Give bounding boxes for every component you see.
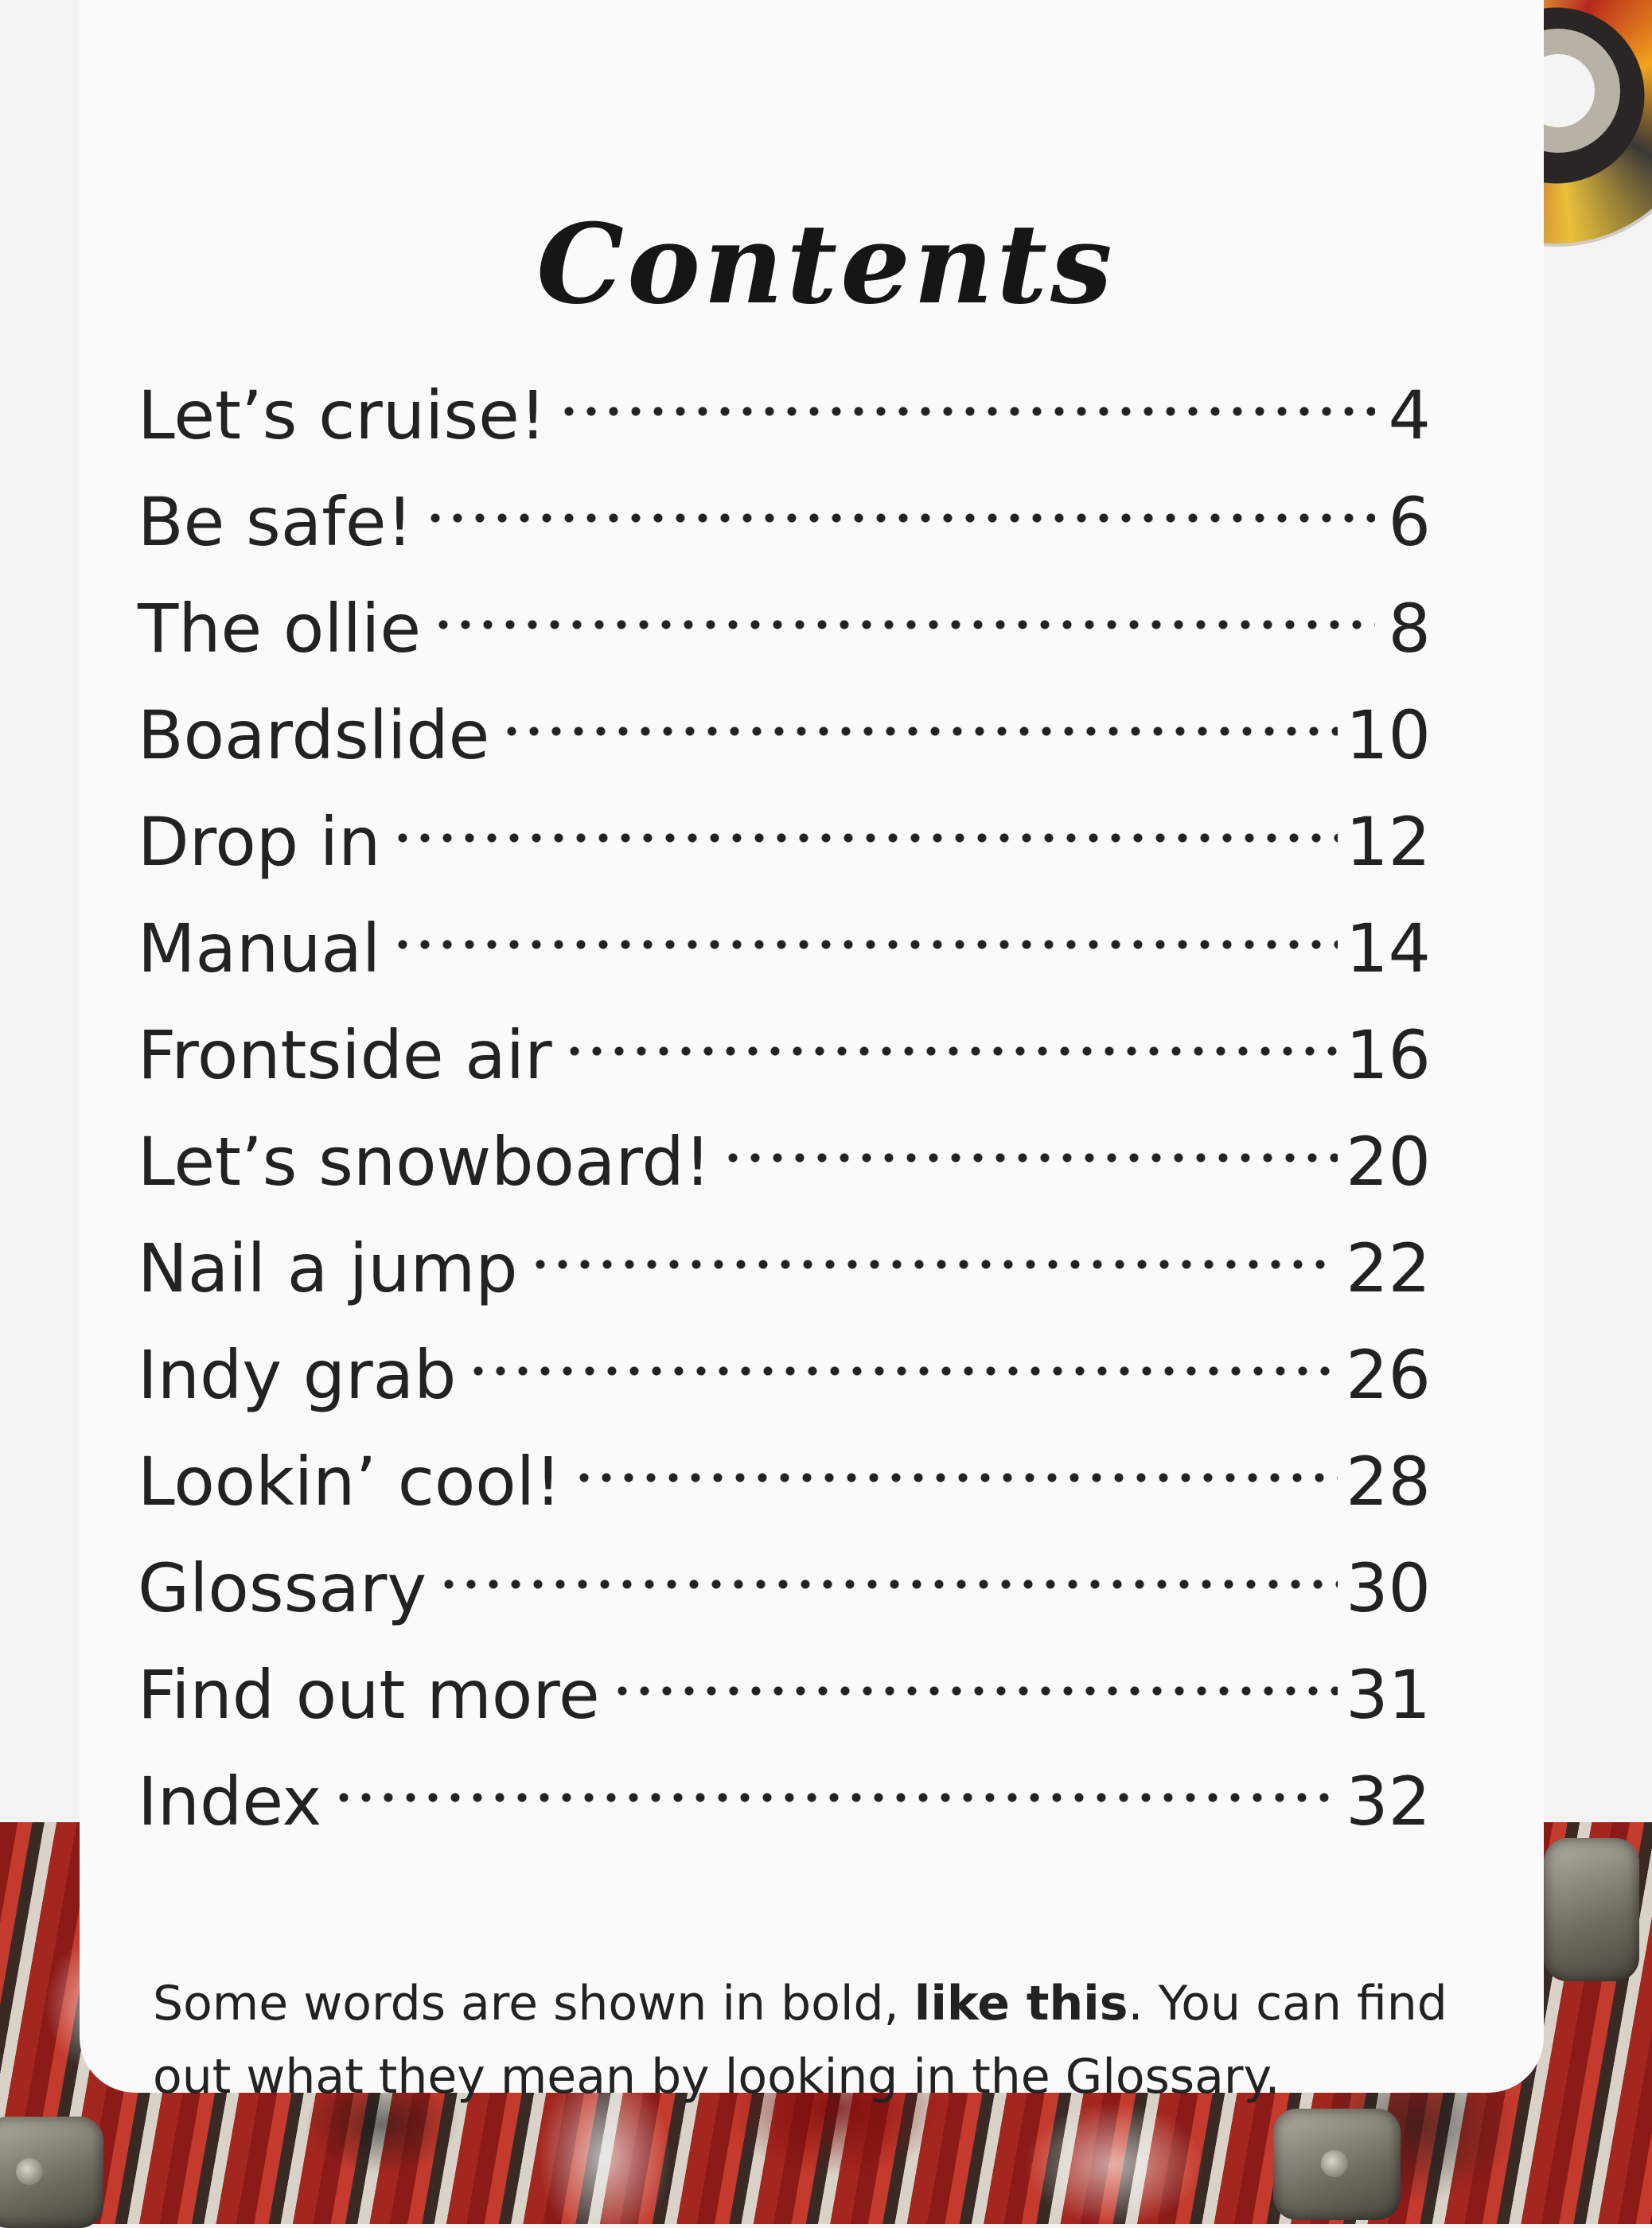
toc-entry-label: Index: [138, 1763, 322, 1840]
skateboard-truck-left: [0, 2117, 103, 2228]
toc-entry[interactable]: [138, 1535, 1431, 1642]
toc-entry-page-number: 10: [1346, 696, 1431, 774]
toc-dot-leader: [501, 698, 1338, 765]
toc-dot-leader: [529, 1231, 1338, 1298]
toc-entry[interactable]: [138, 469, 1431, 575]
toc-entry-page-number: 20: [1346, 1123, 1431, 1201]
table-of-contents: [138, 362, 1431, 1855]
toc-dot-leader: [438, 1551, 1338, 1618]
toc-entry-label: Nail a jump: [138, 1229, 518, 1307]
toc-entry-page-number: 14: [1346, 910, 1431, 987]
toc-entry[interactable]: [138, 1428, 1431, 1535]
bolt-icon: [1321, 2150, 1348, 2177]
toc-entry[interactable]: [138, 789, 1431, 895]
toc-dot-leader: [467, 1338, 1338, 1404]
toc-entry[interactable]: [138, 895, 1431, 1002]
toc-entry-page-number: 31: [1346, 1656, 1431, 1734]
toc-entry-label: Find out more: [138, 1656, 600, 1734]
toc-dot-leader: [611, 1657, 1338, 1724]
toc-entry-label: Boardslide: [138, 696, 490, 774]
toc-entry-label: Glossary: [138, 1549, 427, 1627]
toc-entry-label: Be safe!: [138, 483, 414, 561]
toc-entry[interactable]: [138, 1108, 1431, 1215]
toc-entry-label: Lookin’ cool!: [138, 1443, 562, 1521]
toc-entry-page-number: 22: [1346, 1229, 1431, 1307]
toc-dot-leader: [392, 911, 1338, 978]
toc-entry[interactable]: [138, 1748, 1431, 1855]
toc-entry-page-number: 26: [1346, 1336, 1431, 1414]
toc-dot-leader: [392, 804, 1338, 871]
toc-entry-page-number: 8: [1388, 590, 1431, 668]
toc-dot-leader: [558, 378, 1375, 445]
toc-entry-page-number: 4: [1388, 376, 1431, 454]
toc-dot-leader: [563, 1018, 1338, 1085]
toc-entry-page-number: 30: [1346, 1549, 1431, 1627]
toc-entry-label: Frontside air: [138, 1016, 552, 1094]
toc-entry-page-number: 16: [1346, 1016, 1431, 1094]
toc-dot-leader: [424, 485, 1375, 551]
toc-dot-leader: [722, 1124, 1338, 1191]
toc-entry-page-number: 28: [1346, 1443, 1431, 1521]
note-text-before: Some words are shown in bold,: [153, 1976, 914, 2031]
toc-entry-label: Drop in: [138, 803, 381, 881]
toc-entry[interactable]: [138, 1215, 1431, 1322]
toc-entry[interactable]: [138, 1642, 1431, 1748]
note-text-after: . You can find out what they mean by looking in the Glossary.: [153, 1976, 1447, 2105]
toc-entry-label: Manual: [138, 910, 381, 987]
glossary-note: [153, 1967, 1490, 2113]
toc-entry[interactable]: [138, 575, 1431, 682]
toc-dot-leader: [573, 1444, 1338, 1511]
toc-entry[interactable]: [138, 1322, 1431, 1428]
page-title: Contents: [536, 199, 1116, 329]
toc-entry[interactable]: [138, 682, 1431, 789]
toc-entry-page-number: 12: [1346, 803, 1431, 881]
skateboard-truck-right: [1273, 2109, 1401, 2220]
toc-entry-page-number: 32: [1346, 1763, 1431, 1840]
skateboard-truck-top-right: [1544, 1838, 1639, 1981]
toc-dot-leader: [432, 591, 1375, 658]
toc-entry[interactable]: [138, 1002, 1431, 1108]
toc-entry[interactable]: [138, 362, 1431, 469]
bolt-icon: [16, 2158, 43, 2185]
note-bold-example: like this: [914, 1976, 1128, 2031]
toc-dot-leader: [333, 1764, 1338, 1831]
toc-entry-label: Indy grab: [138, 1336, 457, 1414]
toc-entry-label: Let’s cruise!: [138, 376, 547, 454]
toc-entry-page-number: 6: [1388, 483, 1431, 561]
toc-entry-label: Let’s snowboard!: [138, 1123, 711, 1201]
toc-entry-label: The ollie: [138, 590, 422, 668]
